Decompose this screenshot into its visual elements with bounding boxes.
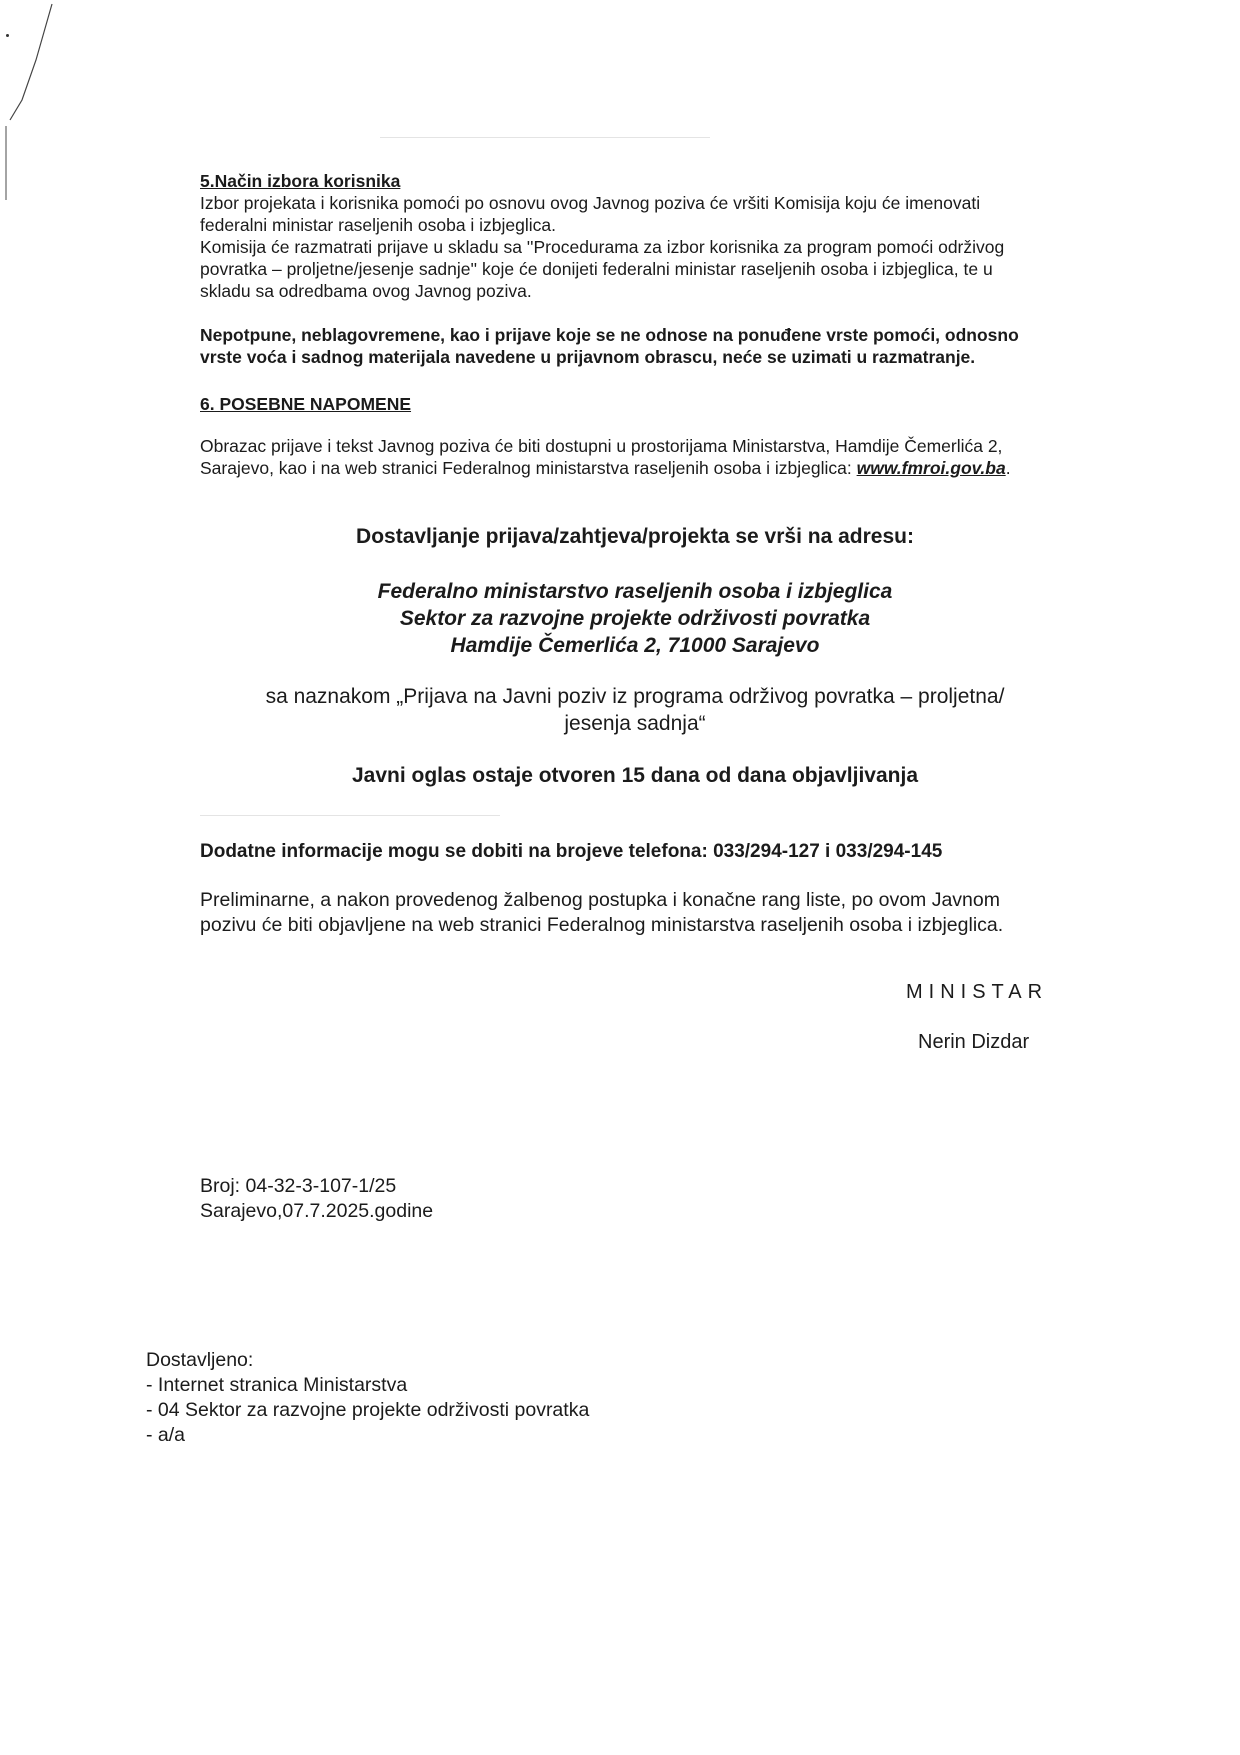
section-5-title: 5.Način izbora korisnika	[200, 171, 401, 191]
section-5-line: skladu sa odredbama ovog Javnog poziva.	[200, 281, 532, 301]
signature-name: Nerin Dizdar	[918, 1031, 1030, 1053]
reference-place-date: Sarajevo,07.7.2025.godine	[200, 1200, 434, 1222]
ministry-website-link[interactable]: www.fmroi.gov.ba	[856, 458, 1006, 478]
section-6-line-suffix: .	[1005, 458, 1011, 478]
scan-artifact-line	[200, 815, 500, 816]
contact-info: Dodatne informacije mogu se dobiti na brojeve telefona: 033/294-127 i 033/294-145	[200, 841, 943, 862]
reference-number: Broj: 04-32-3-107-1/25	[200, 1175, 397, 1197]
note-line: vrste voća i sadnog materijala navedene u prijavnom obrascu, neće se uzimati u razmatranje.	[200, 347, 976, 367]
delivery-note	[200, 683, 1070, 737]
section-6-title-wrap	[200, 393, 1070, 415]
distribution-item: - 04 Sektor za razvojne projekte održivosti povratka	[146, 1399, 590, 1421]
section-5-line: federalni ministar raseljenih osoba i izbjeglica.	[200, 215, 557, 235]
delivery-address	[200, 578, 1070, 659]
section-5	[200, 170, 1070, 302]
address-line: Sektor za razvojne projekte održivosti povratka	[399, 607, 871, 630]
section-5-line: povratka – proljetne/jesenje sadnje'' koje će donijeti federalni ministar raseljenih osoba i izbjeglica, te u	[200, 259, 993, 279]
document-reference	[200, 1174, 433, 1224]
section-6-title: 6. POSEBNE NAPOMENE	[200, 394, 412, 414]
scan-artifact-line	[380, 137, 710, 138]
preliminary-line: Preliminarne, a nakon provedenog žalbenog postupka i konačne rang liste, po ovom Javnom	[200, 889, 1000, 911]
delivery-note-line: sa naznakom „Prijava na Javni poziv iz programa održivog povratka – proljetna/	[265, 685, 1005, 708]
signature-title: MINISTAR	[906, 981, 1049, 1003]
section-5-line: Komisija će razmatrati prijave u skladu sa ''Procedurama za izbor korisnika za program pomoći održivog	[200, 237, 1005, 257]
address-line: Hamdije Čemerlića 2, 71000 Sarajevo	[450, 634, 820, 657]
preliminary-line: pozivu će biti objavljene na web stranici Federalnog ministarstva raseljenih osoba i izbjeglica.	[200, 914, 1004, 936]
open-period-notice: Javni oglas ostaje otvoren 15 dana od dana objavljivanja	[351, 764, 918, 787]
section-6-line-prefix: Sarajevo, kao i na web stranici Federalnog ministarstva raseljenih osoba i izbjeglica:	[200, 458, 857, 478]
note-line: Nepotpune, neblagovremene, kao i prijave koje se ne odnose na ponuđene vrste pomoći, odnosno	[200, 325, 1019, 345]
preliminary-lists-note	[200, 888, 1080, 938]
address-line: Federalno ministarstvo raseljenih osoba i izbjeglica	[377, 580, 893, 603]
distribution-item: - a/a	[146, 1424, 186, 1446]
distribution-item: - Internet stranica Ministarstva	[146, 1374, 408, 1396]
section-6-line	[200, 457, 1070, 479]
distribution-list	[146, 1348, 589, 1448]
section-6-line: Obrazac prijave i tekst Javnog poziva će biti dostupni u prostorijama Ministarstva, Hamdije Čemerlića 2,	[200, 436, 1003, 456]
incomplete-applications-note	[200, 324, 1070, 368]
section-5-line: Izbor projekata i korisnika pomoći po osnovu ovog Javnog poziva će vršiti Komisija koju će imenovati	[200, 193, 981, 213]
scan-speck	[6, 34, 9, 37]
delivery-heading: Dostavljanje prijava/zahtjeva/projekta se vrši na adresu:	[356, 525, 914, 548]
scan-edge-mark	[0, 0, 80, 200]
section-6-body	[200, 435, 1070, 479]
distribution-heading: Dostavljeno:	[146, 1349, 254, 1371]
delivery-note-line: jesenja sadnja“	[564, 712, 706, 735]
